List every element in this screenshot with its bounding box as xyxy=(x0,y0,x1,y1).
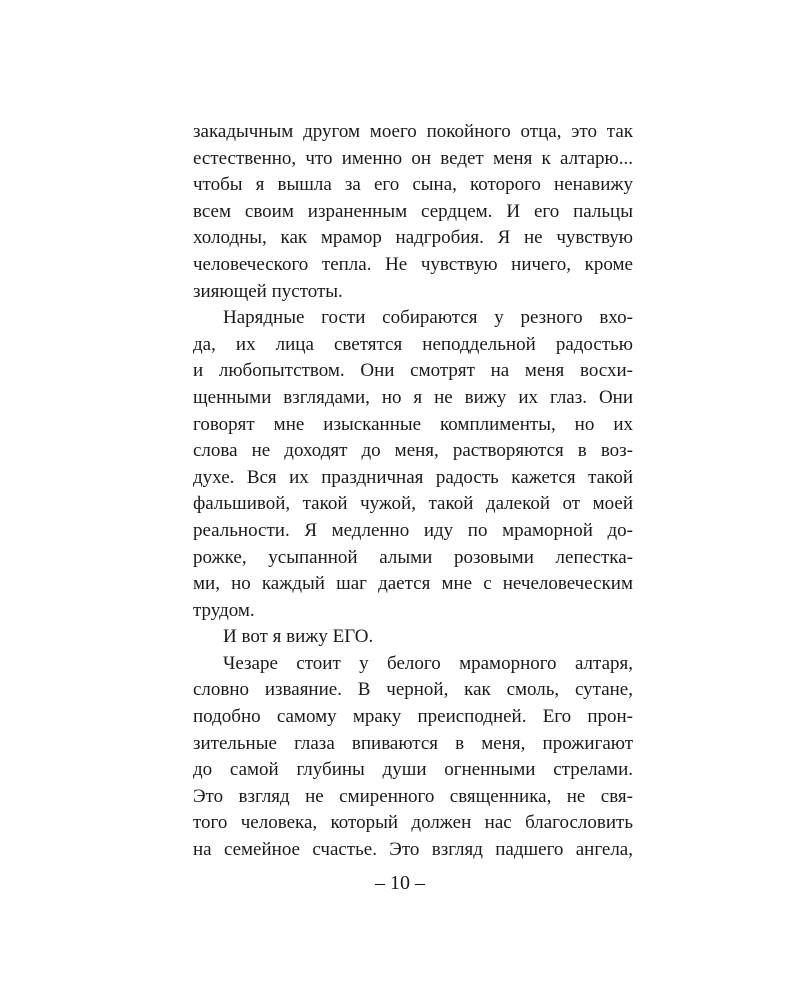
paragraph-3 xyxy=(193,624,633,651)
text-line: подобно самому мраку преисподней. Его прон- xyxy=(193,706,633,728)
text-line: и любопытством. Они смотрят на меня восхи- xyxy=(193,360,633,382)
text-line: рожке, усыпанной алыми розовыми лепестка- xyxy=(193,546,633,568)
text-line: того человека, который должен нас благословить xyxy=(193,812,633,834)
text-line: всем своим израненным сердцем. И его пальцы xyxy=(193,200,633,222)
text-line: закадычным другом моего покойного отца, это так xyxy=(193,121,633,142)
page-number: – 10 – xyxy=(375,872,425,894)
text-line: Это взгляд не смиренного священника, не свя- xyxy=(193,785,633,807)
text-line: И вот я вижу ЕГО. xyxy=(223,626,374,648)
text-line: слова не доходят до меня, растворяются в воз- xyxy=(193,440,633,462)
text-line: Чезаре стоит у белого мраморного алтаря, xyxy=(223,652,633,674)
text-line: до самой глубины души огненными стрелами. xyxy=(193,759,633,781)
text-line: человеческого тепла. Не чувствую ничего, кроме xyxy=(193,253,633,275)
body-text xyxy=(193,119,633,864)
text-line: трудом. xyxy=(193,599,255,621)
text-line: чтобы я вышла за его сына, которого ненавижу xyxy=(193,174,633,196)
text-line: зияющей пустоты. xyxy=(193,280,343,302)
text-line: говорят мне изысканные комплименты, но их xyxy=(193,413,633,435)
text-line: словно изваяние. В черной, как смоль, сутане, xyxy=(193,679,633,701)
text-line: холодны, как мрамор надгробия. Я не чувствую xyxy=(193,227,633,249)
text-line: духе. Вся их праздничная радость кажется такой xyxy=(193,466,633,488)
text-line: да, их лица светятся неподдельной радостью xyxy=(193,333,633,355)
text-line: на семейное счастье. Это взгляд падшего ангела, xyxy=(193,839,633,861)
paragraph-4 xyxy=(193,651,633,864)
text-line: зительные глаза впиваются в меня, прожигают xyxy=(193,732,633,754)
text-line: фальшивой, такой чужой, такой далекой от моей xyxy=(193,493,633,515)
paragraph-1 xyxy=(193,119,633,305)
text-line: ми, но каждый шаг дается мне с нечеловеческим xyxy=(193,573,633,595)
text-line: естественно, что именно он ведет меня к алтарю... xyxy=(193,147,633,169)
text-line: Нарядные гости собираются у резного вхо- xyxy=(223,307,633,329)
paragraph-2 xyxy=(193,305,633,624)
text-line: реальности. Я медленно иду по мраморной до- xyxy=(193,519,633,541)
text-line: щенными взглядами, но я не вижу их глаз. Они xyxy=(193,386,633,408)
